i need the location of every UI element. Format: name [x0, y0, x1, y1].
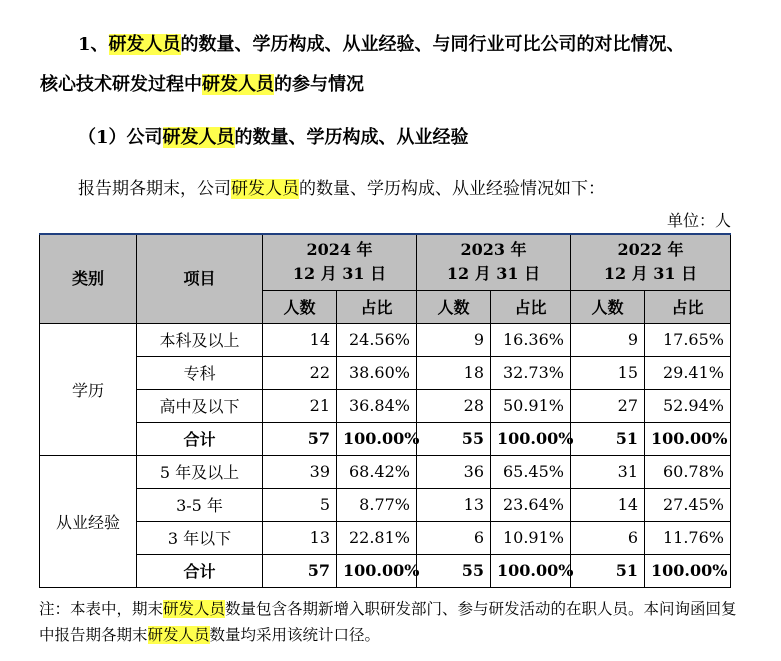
highlighted-term: 研发人员 [162, 127, 235, 148]
ratio-cell: 100.00% [645, 554, 731, 587]
ratio-cell: 100.00% [491, 422, 571, 455]
ratio-cell: 11.76% [645, 521, 731, 554]
count-cell: 51 [571, 554, 645, 587]
paragraph-text: 的数量、学历构成、从业经验情况如下： [299, 179, 605, 199]
table-total-row [40, 422, 731, 455]
ratio-cell: 22.81% [337, 521, 417, 554]
section-heading-line2 [40, 70, 364, 96]
note-text: 数量均采用该统计口径。 [209, 626, 381, 644]
heading-text: 的数量、学历构成、从业经验、与同行业可比公司的对比情况、 [180, 34, 685, 55]
ratio-cell: 38.60% [337, 356, 417, 389]
count-cell: 18 [417, 356, 491, 389]
header-ratio: 占比 [491, 290, 571, 323]
ratio-cell: 65.45% [491, 455, 571, 488]
table-row [40, 455, 731, 488]
count-cell: 57 [263, 554, 337, 587]
item-cell: 5 年及以上 [137, 455, 263, 488]
heading-text: 的数量、学历构成、从业经验 [234, 127, 469, 148]
note-text: 数量包含各期新增入职研发部门、参与研发活动的在职人员。本问询函回复中报告期各期末 [39, 600, 737, 644]
highlighted-term: 研发人员 [163, 600, 226, 618]
count-cell: 6 [571, 521, 645, 554]
ratio-cell: 50.91% [491, 389, 571, 422]
ratio-cell: 100.00% [491, 554, 571, 587]
ratio-cell: 52.94% [645, 389, 731, 422]
ratio-cell: 100.00% [337, 422, 417, 455]
count-cell: 39 [263, 455, 337, 488]
count-cell: 36 [417, 455, 491, 488]
table-row [40, 356, 731, 389]
rd-staff-table [39, 233, 731, 588]
ratio-cell: 8.77% [337, 488, 417, 521]
table-row [40, 521, 731, 554]
ratio-cell: 29.41% [645, 356, 731, 389]
ratio-cell: 36.84% [337, 389, 417, 422]
category-cell: 从业经验 [40, 455, 137, 587]
item-cell: 高中及以下 [137, 389, 263, 422]
count-cell: 13 [263, 521, 337, 554]
highlighted-term: 研发人员 [147, 626, 210, 644]
ratio-cell: 10.91% [491, 521, 571, 554]
heading-text: （1）公司 [78, 127, 163, 148]
count-cell: 55 [417, 554, 491, 587]
header-count: 人数 [571, 290, 645, 323]
ratio-cell: 24.56% [337, 323, 417, 356]
table-note [39, 596, 739, 648]
header-year-2023: 2023 年 12 月 31 日 [417, 234, 571, 290]
count-cell: 31 [571, 455, 645, 488]
item-cell: 本科及以上 [137, 323, 263, 356]
ratio-cell: 32.73% [491, 356, 571, 389]
item-cell: 合计 [137, 554, 263, 587]
ratio-cell: 68.42% [337, 455, 417, 488]
ratio-cell: 27.45% [645, 488, 731, 521]
header-item: 项目 [137, 234, 263, 323]
count-cell: 5 [263, 488, 337, 521]
heading-text: 1、 [78, 34, 109, 55]
table-row [40, 389, 731, 422]
item-cell: 3 年以下 [137, 521, 263, 554]
highlighted-term: 研发人员 [202, 74, 274, 95]
count-cell: 57 [263, 422, 337, 455]
note-text: 注：本表中，期末 [39, 600, 164, 618]
count-cell: 6 [417, 521, 491, 554]
ratio-cell: 100.00% [645, 422, 731, 455]
table-total-row [40, 554, 731, 587]
header-ratio: 占比 [645, 290, 731, 323]
count-cell: 28 [417, 389, 491, 422]
ratio-cell: 16.36% [491, 323, 571, 356]
subsection-heading [78, 123, 469, 149]
unit-label: 单位：人 [666, 211, 731, 230]
count-cell: 13 [417, 488, 491, 521]
count-cell: 51 [571, 422, 645, 455]
heading-text: 核心技术研发过程中 [40, 74, 202, 95]
section-heading-line1 [78, 30, 685, 56]
ratio-cell: 100.00% [337, 554, 417, 587]
highlighted-term: 研发人员 [108, 34, 181, 55]
paragraph-text: 报告期各期末，公司 [78, 179, 231, 199]
item-cell: 3-5 年 [137, 488, 263, 521]
header-year-2024: 2024 年 12 月 31 日 [263, 234, 417, 290]
count-cell: 14 [263, 323, 337, 356]
header-ratio: 占比 [337, 290, 417, 323]
ratio-cell: 17.65% [645, 323, 731, 356]
item-cell: 专科 [137, 356, 263, 389]
count-cell: 22 [263, 356, 337, 389]
highlighted-term: 研发人员 [231, 179, 299, 199]
count-cell: 21 [263, 389, 337, 422]
item-cell: 合计 [137, 422, 263, 455]
category-cell: 学历 [40, 323, 137, 455]
ratio-cell: 23.64% [491, 488, 571, 521]
count-cell: 9 [571, 323, 645, 356]
count-cell: 27 [571, 389, 645, 422]
header-year-2022: 2022 年 12 月 31 日 [571, 234, 731, 290]
count-cell: 15 [571, 356, 645, 389]
heading-text: 的参与情况 [274, 74, 364, 95]
header-count: 人数 [417, 290, 491, 323]
table-row [40, 323, 731, 356]
table-row [40, 488, 731, 521]
header-category: 类别 [40, 234, 137, 323]
count-cell: 14 [571, 488, 645, 521]
count-cell: 55 [417, 422, 491, 455]
ratio-cell: 60.78% [645, 455, 731, 488]
intro-paragraph [78, 174, 605, 199]
header-count: 人数 [263, 290, 337, 323]
count-cell: 9 [417, 323, 491, 356]
